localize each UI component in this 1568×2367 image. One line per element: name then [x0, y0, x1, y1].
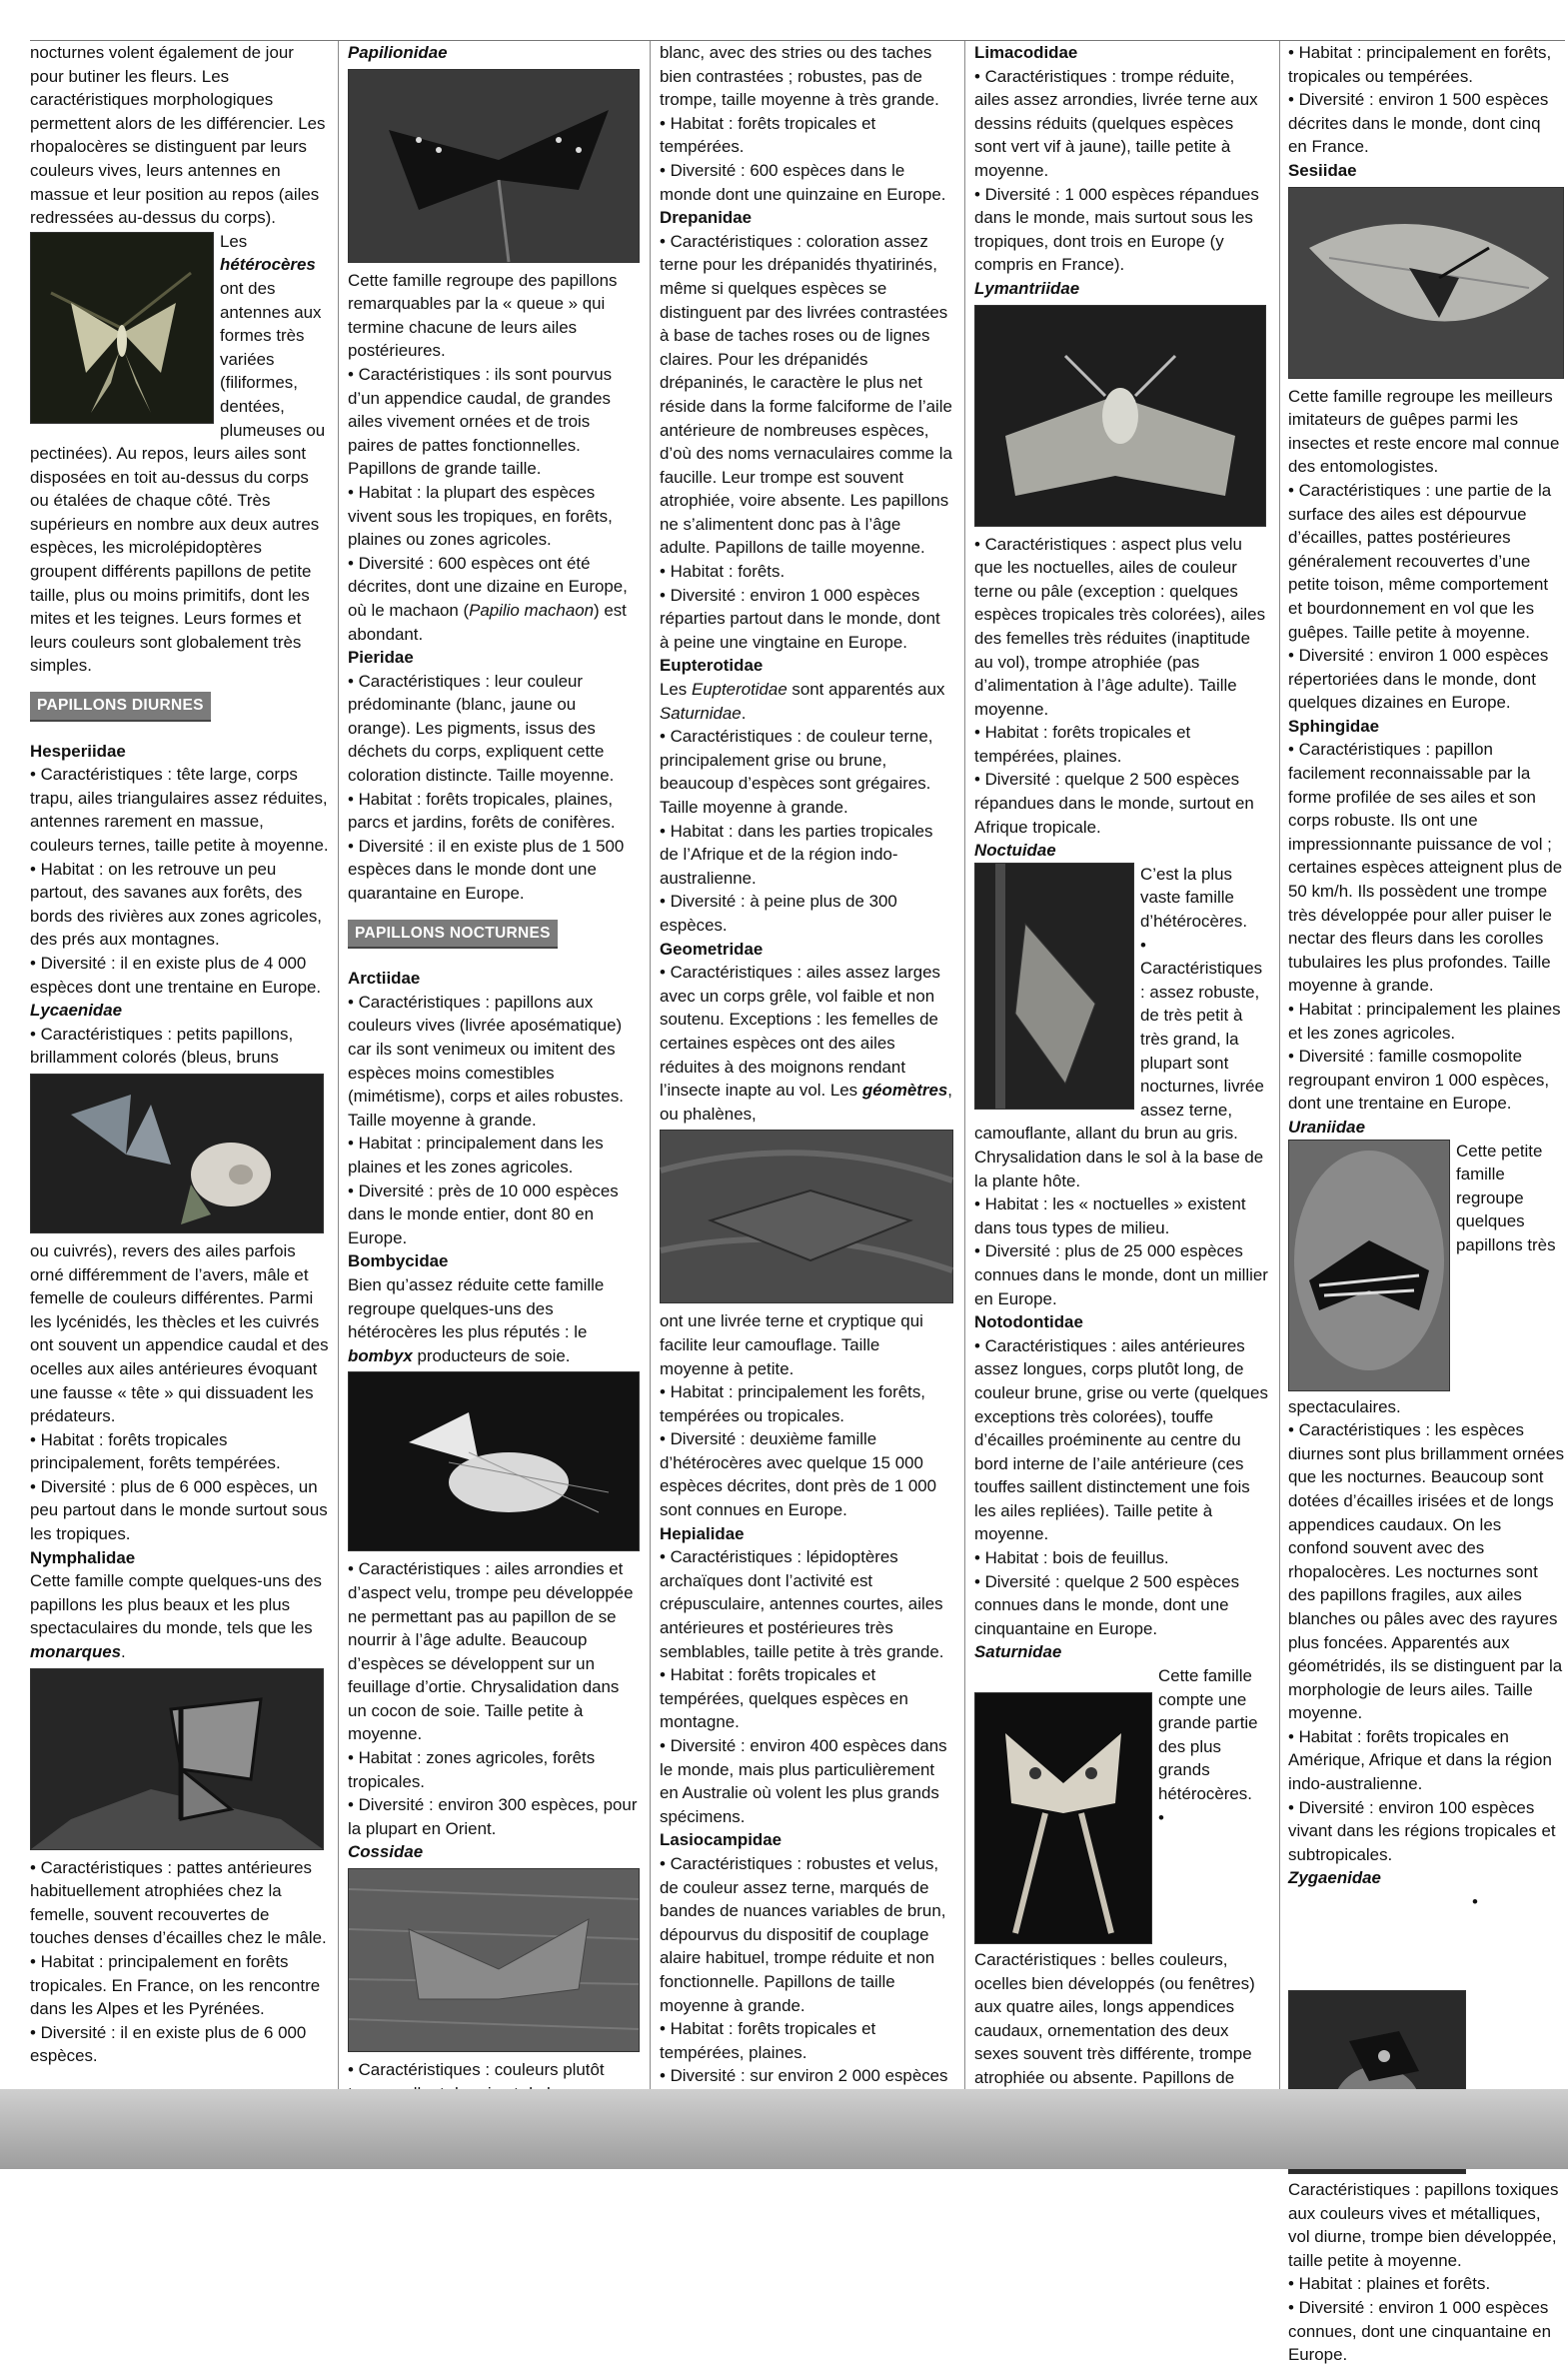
family-text-cossidae: • Caractéristiques : couleurs plutôt — [348, 2060, 605, 2080]
term-papilio-machaon: Papilio machaon — [469, 600, 595, 620]
photo-uraniidae — [1288, 1140, 1450, 1391]
family-title-cossidae: Cossidae — [348, 1842, 424, 1862]
family-text-sesiidae: Cette famille regroupe les meilleurs imitateurs de guêpes parmi les insectes et reste encore mal connue des entomologistes. • Caractéristiques : une partie de la surface des ailes est dépourvue d’écailles, pattes postérieures généralement recouvertes d’une petite toison, même comportement et bourdonnement en vol que les guêpes. Taille petite à moyenne. • Diversité : environ 1 000 espèces répertoriées dans le monde, dont quelques dizaines en Europe. — [1288, 386, 1560, 713]
photo-sesiidae — [1288, 187, 1564, 379]
family-title-lasiocampidae: Lasiocampidae — [660, 1830, 783, 1850]
family-title-limacodidae: Limacodidae — [974, 43, 1078, 62]
family-text-bombycidae: • Caractéristiques : ailes arrondies et d’aspect velu, trompe peu développée ne permettant pas au papillon de se nourrir à l’âge adulte. Beaucoup d’espèces se développent sur un feuillage d’ortie. Chrysalidation dans un cocon de soie. Taille petite à moyenne. • Habitat : zones agricoles, forêts tropicales. • Diversité : environ 300 espèces, pour la plupart en Orient. — [348, 1559, 638, 1838]
family-text-noctuidae: C’est la plus vaste famille d’hétérocères. • Caractéristiques : assez robuste, de très petit à très grand, la plupart sont nocturnes, livrée assez terne, camouflante, allant du brun au gris. Chrysalidation dans le sol à la base de la plante hôte. • Habitat : les « noctuelles » existent dans tous types de milieu. • Diversité : plus de 25 000 espèces connues dans le monde, dont un millier en Europe. — [974, 864, 1268, 1308]
paragraph-heteroceres: ont des antennes aux formes très variées (filiformes, dentées, plumeuses ou pectinées). Au repos, leurs ailes sont disposées en toit au-dessus du corps ou étalées de chaque côté. Très supérieurs en nombre aux deux autres espèces, les microlépidoptères groupent différents papillons de petite taille, plus ou moins primitifs, dont les mites et les teignes. Leurs formes et leurs couleurs sont globalement très simples. — [30, 278, 326, 676]
family-title-notodontidae: Notodontidae — [974, 1312, 1083, 1332]
photo-saturnidae — [974, 1692, 1152, 1944]
divider — [964, 41, 965, 2093]
photo-bombycidae — [348, 1371, 640, 1551]
photo-lymantriidae — [974, 305, 1266, 527]
moth-photo-luna — [30, 232, 214, 424]
term-heteroceres: hétérocères — [220, 255, 316, 275]
family-text-eupterotidae: • Caractéristiques : de couleur terne, principalement grise ou brune, beaucoup d’espèces sont grégaires. Taille moyenne à grande. • Habitat : dans les parties tropicales de l’Afrique et de la région indo-australienne. • Diversité : à peine plus de 300 espèces. — [660, 727, 933, 935]
family-title-saturnidae: Saturnidae — [974, 1642, 1062, 1662]
papilionidae-diversite: • Diversité : 600 espèces ont été décrites, dont une dizaine en Europe, où le machaon ( — [348, 553, 628, 620]
family-title-uraniidae: Uraniidae — [1288, 1117, 1365, 1137]
family-text-hepialidae: • Caractéristiques : lépidoptères archaïques dont l’activité est crépusculaire, antennes courtes, ailes antérieures et postérieures très semblables, taille petite à très grande. • Habitat : forêts tropicales et tempérées, quelques espèces en montagne. • Diversité : environ 400 espèces dans le monde, mais plus particulièrement en Australie où volent les plus grands spécimens. — [660, 1547, 947, 1826]
family-title-zygaenidae: Zygaenidae — [1288, 1868, 1381, 1888]
family-text-lymantriidae: • Caractéristiques : aspect plus velu que les noctuelles, ailes de couleur terne ou pâle (exception : quelques espèces tropicales très colorées), ailes des femelles très réduites (inaptitude au vol), trompe atrophiée (pas d’alimentation à l’âge adulte). Taille moyenne. • Habitat : forêts tropicales et tempérées, plaines. • Diversité : quelque 2 500 espèces répandues dans le monde, surtout en Afrique tropicale. — [974, 534, 1266, 837]
column-1 — [30, 41, 330, 2093]
divider — [650, 41, 651, 2093]
family-text-lasiocampidae: • Caractéristiques : robustes et velus, de couleur assez terne, marqués de bandes de nuances variables de brun, dépourvus du dispositif de couplage alaire habituel, trompe réduite et non fonctionnelle. Papillons de taille moyenne à grande. • Habitat : forêts tropicales et tempérées, plaines. • Diversité : sur environ 2 000 espèces — [660, 1853, 948, 2086]
family-title-papilionidae: Papilionidae — [348, 43, 448, 62]
family-text-notodontidae: • Caractéristiques : ailes antérieures assez longues, corps plutôt long, de couleur brune, grise ou verte (quelques exceptions très colorées), touffe d’écailles proéminente au centre du bord interne de l’aile antérieure (ces touffes saillent distinctement une fois les ailes repliées). Taille petite à moyenne. • Habitat : bois de feuillus. • Diversité : quelque 2 500 espèces connues dans le monde, dont une cinquantaine en Europe. — [974, 1335, 1268, 1638]
bombycidae-intro: Bien qu’assez réduite cette famille regroupe quelques-uns des hétérocères les plus réputés : le — [348, 1274, 605, 1342]
photo-lycaenidae — [30, 1074, 324, 1233]
eup-e: . — [741, 703, 747, 723]
column-4 — [974, 41, 1268, 2093]
family-title-nymphalidae: Nymphalidae — [30, 1547, 136, 1567]
divider — [338, 41, 339, 2093]
photo-papilionidae — [348, 69, 640, 263]
nymphalidae-intro: Cette famille compte quelques-uns des papillons les plus beaux et les plus spectaculaires du monde, tels que les — [30, 1571, 322, 1638]
family-text-nymphalidae: • Caractéristiques : pattes antérieures habituellement atrophiées chez la femelle, souvent recouvertes de touches denses d’écailles chez le mâle. • Habitat : principalement en forêts tropicales. En France, on les rencontre dans les Alpes et les Pyrénées. • Diversité : il en existe plus de 6 000 espèces. — [30, 1857, 327, 2066]
divider — [1279, 41, 1280, 2093]
family-title-lymantriidae: Lymantriidae — [974, 278, 1080, 298]
family-title-noctuidae: Noctuidae — [974, 841, 1056, 861]
photo-monarch — [30, 1668, 324, 1850]
family-text-arctiidae: • Caractéristiques : papillons aux couleurs vives (livrée aposématique) car ils sont venimeux ou imitent des espèces moins comestibles (mimétisme), corps et ailes robustes. Taille moyenne à grande. • Habitat : principalement dans les plaines et les zones agricoles. • Diversité : près de 10 000 espèces dans le monde entier, dont 80 en Europe. — [348, 992, 624, 1247]
family-text-papilionidae: Cette famille regroupe des papillons remarquables par la « queue » qui termine chacune de leurs ailes postérieures. • Caractéristiques : ils sont pourvus d’un appendice caudal, de grandes ailes vivement ornées et de trois paires de pattes fonctionnelles. Papillons de grande taille. • Habitat : la plupart des espèces vivent sous les tropiques, en forêts, plaines ou zones agricoles. — [348, 270, 618, 550]
family-text-zygaenidae: • Caractéristiques : papillons toxiques aux couleurs vives et métalliques, vol diurne, trompe bien développée, taille petite à moyenne. • Habitat : plaines et forêts. • Diversité : environ 1 000 espèces connues, dont une cinquantaine en Europe. — [1288, 1892, 1559, 2365]
text-les: Les — [220, 231, 248, 251]
photo-noctuidae — [974, 863, 1134, 1110]
column-2 — [348, 41, 640, 2093]
paragraph-intro: nocturnes volent également de jour pour butiner les fleurs. Les caractéristiques morphologiques permettent alors de les différencier. Les rhopalocères se distinguent par leurs couleurs vives, leurs antennes en massue et leur position au repos (ailes redressées au-dessus du corps). — [30, 43, 326, 228]
family-text-lycaenidae-1: • Caractéristiques : petits papillons, brillamment colorés (bleus, bruns — [30, 1024, 294, 1068]
family-title-hesperiidae: Hesperiidae — [30, 741, 126, 761]
bombycidae-intro-end: producteurs de soie. — [412, 1345, 571, 1365]
geometridae-text-end: , ou phalènes, — [660, 1081, 952, 1124]
section-heading-nocturnes: PAPILLONS NOCTURNES — [348, 920, 558, 950]
term-saturnidae: Saturnidae — [660, 703, 742, 723]
family-title-geometridae: Geometridae — [660, 939, 764, 959]
family-title-hepialidae: Hepialidae — [660, 1523, 745, 1543]
family-title-lycaenidae: Lycaenidae — [30, 1001, 123, 1021]
family-title-sesiidae: Sesiidae — [1288, 160, 1357, 180]
column-5 — [1288, 41, 1565, 2365]
family-title-eupterotidae: Eupterotidae — [660, 656, 764, 676]
family-title-bombycidae: Bombycidae — [348, 1251, 449, 1271]
term-eupterotidae: Eupterotidae — [691, 680, 787, 700]
family-text-limacodidae-cont: • Habitat : principalement en forêts, tropicales ou tempérées. • Diversité : environ 1 500 espèces décrites dans le monde, dont cinq en France. — [1288, 43, 1552, 157]
column-3 — [660, 41, 953, 2093]
section-heading-diurnes: PAPILLONS DIURNES — [30, 692, 211, 722]
family-text-drepanidae: • Caractéristiques : coloration assez terne pour les drépanidés thyatirinés, même si quelques espèces se distinguent par des livrées contrastées à base de taches roses ou de lignes claires. Pour les drépanidés drépaninés, le caractère le plus net réside dans la forme falciforme de l’aile antérieure de nombreuses espèces, d’où des noms vernaculaires comme la faucille. Leur trompe est souvent atrophiée, voire absente. Les papillons ne s’alimentent donc pas à l’âge adulte. Papillons de taille moyenne. • Habitat : forêts. • Diversité : environ 1 000 espèces réparties partout dans le monde, dont à peine une vingtaine en Europe. — [660, 231, 952, 652]
geometridae-text: • Caractéristiques : ailes assez larges avec un corps grêle, vol faible et non soutenu. Exceptions : les femelles de certaines espèces ont des ailes réduites à des moignons rendant l’insecte inapte au vol. Les — [660, 963, 940, 1101]
term-geometres: géomètres — [861, 1081, 948, 1101]
family-text-geometridae-2: ont une livrée terne et cryptique qui facilite leur camouflage. Taille moyenne à petite. • Habitat : principalement les forêts, tempérées ou tropicales. • Diversité : deuxième famille d’hétérocères avec quelque 15 000 espèces décrites, dont près de 1 000 sont connues en Europe. — [660, 1311, 936, 1520]
family-title-sphingidae: Sphingidae — [1288, 716, 1380, 736]
family-text-lycaenidae-2: ou cuivrés), revers des ailes parfois orné différemment de l’avers, mâle et femelle de couleurs différentes. Parmi les lycénidés, les thècles et les cuivrés ont souvent un appendice caudal et des ocelles aux ailes antérieures évoquant une fausse « tête » qui dissuadent les prédateurs. • Habitat : forêts tropicales principalement, forêts tempérées. • Diversité : plus de 6 000 espèces, un peu partout dans le monde surtout sous les tropiques. — [30, 1240, 329, 1544]
page-bottom-band — [0, 2089, 1568, 2169]
eup-a: Les — [660, 680, 692, 700]
eup-c: sont apparentés aux — [786, 680, 945, 700]
family-text-hesperiidae: • Caractéristiques : tête large, corps trapu, ailes triangulaires assez réduites, antennes rarement en massue, couleurs ternes, taille petite à moyenne. • Habitat : on les retrouve un peu partout, des savanes aux forêts, des bords des rivières aux zones agricoles, des prés aux montagnes. • Diversité : il en existe plus de 4 000 espèces dont une trentaine en Europe. — [30, 765, 329, 997]
family-title-pieridae: Pieridae — [348, 648, 414, 668]
term-monarques: monarques — [30, 1642, 122, 1662]
encyclopedia-page — [30, 40, 1565, 2365]
family-text-saturnidae: Cette famille compte une grande partie des plus grands hétérocères. • Caractéristiques : belles couleurs, ocelles bien développés (ou fenêtres) aux quatre ailes, longs appendices caudaux, ornementation des deux sexes souvent très différente, trompe atrophiée ou absente. Papillons de — [974, 1666, 1258, 2087]
photo-cossidae — [348, 1868, 640, 2052]
punct: . — [121, 1642, 126, 1662]
family-title-arctiidae: Arctiidae — [348, 969, 421, 989]
family-text-uraniidae: Cette petite famille regroupe quelques papillons très spectaculaires. • Caractéristiques : les espèces diurnes sont plus brillamment ornées que les nocturnes. Beaucoup sont dotées d’écailles irisées et de longs appendices caudaux. On les confond souvent avec des rhopalocères. Les nocturnes sont des papillons fragiles, aux ailes blanches ou pâles avec des rayures plus foncées. Apparentés aux géométridés, ils se distinguent par la morphologie de leurs ailes. Taille moyenne. • Habitat : forêts tropicales en Amérique, Afrique et dans la région indo-australienne. • Diversité : environ 100 espèces vivant dans les régions tropicales et subtropicales. — [1288, 1141, 1565, 1864]
family-text-sphingidae: • Caractéristiques : papillon facilement reconnaissable par la forme profilée de ses ailes et son corps robuste. Ils ont une impressionnante puissance de vol ; certaines espèces atteignent plus de 50 km/h. Ils possèdent une trompe très développée pour aller puiser le nectar des fleurs dans les corolles tubulaires les plus profondes. Taille moyenne à grande. • Habitat : principalement les plaines et les zones agricoles. • Diversité : famille cosmopolite regroupant environ 1 000 espèces, dont une trentaine en Europe. — [1288, 740, 1563, 1114]
family-text-pieridae: • Caractéristiques : leur couleur prédominante (blanc, jaune ou orange). Les pigments, issus des déchets du corps, expliquent cette coloration distincte. Taille moyenne. • Habitat : forêts tropicales, plaines, parcs et jardins, forêts de conifères. • Diversité : il en existe plus de 1 500 espèces dans le monde dont une quarantaine en Europe. — [348, 671, 625, 904]
family-title-drepanidae: Drepanidae — [660, 208, 752, 228]
family-text-cossidae-cont: blanc, avec des stries ou des taches bien contrastées ; robustes, pas de trompe, taille moyenne à très grande. • Habitat : forêts tropicales et tempérées. • Diversité : 600 espèces dans le monde dont une quinzaine en Europe. — [660, 43, 946, 204]
term-bombyx: bombyx — [348, 1345, 413, 1365]
papilionidae-diversite-end: ) est abondant. — [348, 600, 627, 644]
family-text-limacodidae: • Caractéristiques : trompe réduite, ailes assez arrondies, livrée terne aux dessins réduits (quelques espèces sont vert vif à jaune), taille petite à moyenne. • Diversité : 1 000 espèces répandues dans le monde, mais surtout sous les tropiques, dont trois en Europe (y compris en France). — [974, 66, 1259, 275]
photo-geometridae — [660, 1130, 953, 1303]
